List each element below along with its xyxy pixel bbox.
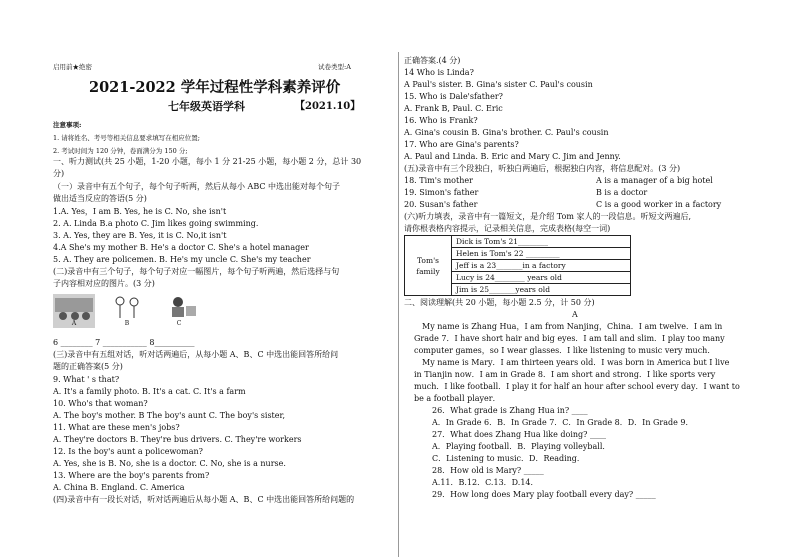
question-26-options: A．In Grade 6．B．In Grade 7．C．In Grade 8．D．In Grade 9． (432, 418, 694, 427)
secret-label: 启用前★绝密 (53, 63, 92, 71)
page-subtitle: 七年级英语学科 (168, 100, 245, 113)
picture-options (53, 294, 203, 328)
question-12: 12. Is the boy's aunt a policewoman? (53, 447, 203, 456)
question-27-options: A．Playing football．B．Playing volleyball． (432, 442, 611, 451)
question-9: 9. What ' s that? (53, 375, 120, 384)
question-11-options: A. They're doctors B. They're bus drivers. C. They're workers (53, 435, 302, 444)
question-14: 14 Who is Linda? (404, 68, 474, 77)
exam-date: 【2021.10】 (295, 101, 361, 112)
passage-line-4: My name is Mary．I am thirteen years old．I was born in America but I live (422, 358, 730, 367)
passage-line-1: My name is Zhang Hua，I am from Nanjing，China．I am twelve．I am in (422, 322, 723, 331)
section5-instruction: (五)录音中有三个段独白，听独白两遍后，根据独白内容，将信息配对。(3 分) (404, 164, 681, 173)
question-9-options: A. It's a family photo. B. It's a cat. C. It's a farm (53, 387, 246, 396)
question-10-options: A. The boy's mother. B The boy's aunt C. The boy's sister, (53, 411, 285, 420)
family-table (404, 235, 631, 296)
picture-a-label: A (71, 320, 77, 327)
section2-instruction-2: 子内容相对应的图片。(3 分) (53, 279, 155, 288)
passage-line-5: in Tianjin now．I am in Grade 8．I am short and strong．I like sports very (414, 370, 716, 379)
question-1: 1.A. Yes，I am B. Yes, he is C. No, she isn't (53, 207, 227, 216)
picture-c (158, 294, 200, 328)
page-title: 2021-2022 学年过程性学科素养评价 (89, 79, 341, 96)
section1-instruction: （一）录音中有五个句子，每个句子听两，然后从每小 ABC 中选出能对每个句子 (53, 182, 341, 191)
question-16: 16. Who is Frank? (404, 116, 478, 125)
question-28-options: A.11．B.12．C.13．D.14． (432, 478, 539, 487)
table-cell: Dick is Tom's 21________ (452, 236, 631, 248)
section6-instruction-2: 请你根表格内容提示，记录相关信息，完成表格(每空一词) (404, 224, 611, 233)
question-3: 3. A. Yes, they are B. Yes, it is C. No,it isn't (53, 231, 227, 240)
match-19-right: B is a doctor (596, 188, 648, 197)
table-label-line-2: family (416, 266, 440, 276)
question-15-options: A. Frank B, Paul. C. Eric (404, 104, 503, 113)
question-14-options: A Paul's sister. B. Gina's sister C. Paul's cousin (404, 80, 593, 89)
section4-instruction: (四)录音中有一段长对话，听对话两遍后从每小题 A、B、C 中选出能回答所给问题的 (53, 495, 355, 504)
question-17: 17. Who are Gina's parents? (404, 140, 519, 149)
column-divider (398, 52, 399, 557)
part1-heading-2: 分) (53, 169, 65, 178)
question-13-options: A. China B. England. C. America (53, 483, 185, 492)
picture-c-label: C (176, 320, 182, 327)
question-10: 10. Who's that woman? (53, 399, 148, 408)
question-27: 27．What does Zhang Hua like doing? ____ (432, 430, 606, 439)
note-1: 1. 请将姓名、考号等相关信息要求填写在相应位置; (53, 134, 200, 142)
question-12-options: A. Yes, she is B. No, she is a doctor. C. No, she is a nurse. (53, 459, 286, 468)
table-label-line-1: Tom's (417, 255, 439, 265)
passage-line-3: computer games，so I wear glasses．I like listening to music very much． (414, 346, 716, 355)
question-2: 2. A. Linda B.a photo C. Jim likes going swimming. (53, 219, 259, 228)
question-27-options-2: C．Listening to music．D．Reading． (432, 454, 585, 463)
question-16-options: A. Gina's cousin B. Gina's brother. C. Paul's cousin (404, 128, 609, 137)
question-11: 11. What are these men's jobs? (53, 423, 180, 432)
passage-letter: A (572, 310, 578, 319)
part1-heading: 一、听力测试(共 25 小题，1-20 小题，每小 1 分 21-25 小题，每小题 2 分，总计 30 (53, 157, 362, 166)
section6-instruction: (六)听力填表，录音中有一篇短文，是介绍 Tom 家人的一段信息。听短文两遍后, (404, 212, 691, 221)
table-cell: Lucy is 24________ years old (452, 272, 631, 284)
question-15: 15. Who is Dale'sfather? (404, 92, 503, 101)
section4-instruction-2: 正确答案.(4 分) (404, 56, 461, 65)
picture-answer-blanks: 6 ________ 7 ___________ 8__________ (53, 338, 195, 347)
match-20-left: 20. Susan's father (404, 200, 478, 209)
part2-heading: 二、阅读理解(共 20 小题，每小题 2.5 分，计 50 分) (404, 298, 595, 307)
question-28: 28．How old is Mary? _____ (432, 466, 544, 475)
question-17-options: A. Paul and Linda. B. Eric and Mary C. Jim and Jenny. (404, 152, 621, 161)
passage-line-6: much．I like football．I play it for half an hour after school every day．I want to (414, 382, 740, 391)
section3-instruction: (三)录音中有五组对话，听对话两遍后，从每小题 A、B、C 中选出能回答所给问 (53, 350, 339, 359)
section2-instruction: (二)录音中有三个句子，每个句子对应一幅图片，每个句子听两遍，然后选择与句 (53, 267, 340, 276)
table-row (405, 236, 631, 248)
passage-line-2: Grade 7．I have short hair and big eyes．I am tall and slim．I play too many (414, 334, 725, 343)
passage-line-7: be a football player． (414, 394, 501, 403)
section3-instruction-2: 题的正确答案(5 分) (53, 362, 123, 371)
table-cell: Helen is Tom's 22 _________ (452, 248, 631, 260)
picture-b-label: B (124, 320, 130, 327)
match-19-left: 19. Simon's father (404, 188, 479, 197)
section1-instruction-2: 做出适当反应的答语(5 分) (53, 194, 147, 203)
question-4: 4.A She's my mother B. He's a doctor C. She's a hotel manager (53, 243, 309, 252)
question-13: 13. Where are the boy's parents from? (53, 471, 210, 480)
picture-a (53, 294, 95, 328)
match-18-right: A is a manager of a big hotel (596, 176, 713, 185)
question-5: 5. A. They are policemen. B. He's my uncle C. She's my teacher (53, 255, 311, 264)
question-29: 29．How long does Mary play football every day? _____ (432, 490, 656, 499)
table-cell: Jim is 25_______years old (452, 284, 631, 296)
table-label-cell (405, 236, 452, 296)
question-26: 26．What grade is Zhang Hua in? ____ (432, 406, 588, 415)
notes-heading: 注意事项: (53, 121, 82, 129)
match-18-left: 18. Tim's mother (404, 176, 473, 185)
note-2: 2. 考试时间为 120 分钟，卷面满分为 150 分; (53, 147, 188, 155)
table-cell: Jeff is a 23_______in a factory (452, 260, 631, 272)
paper-type-label: 试卷类型:A (318, 63, 351, 71)
match-20-right: C is a good worker in a factory (596, 200, 722, 209)
picture-b (106, 294, 148, 328)
